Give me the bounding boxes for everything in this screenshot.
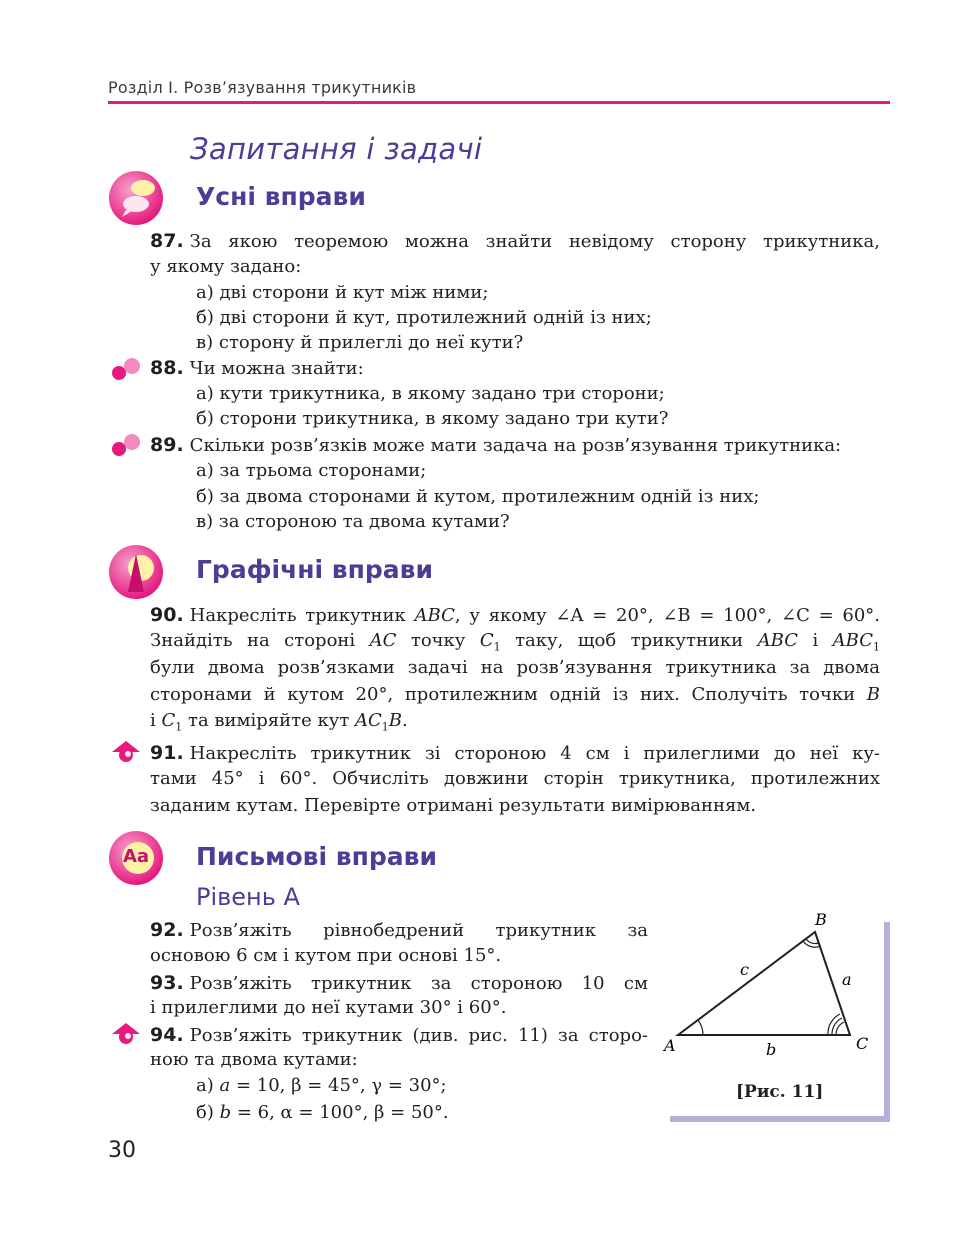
problem-number: 87. bbox=[150, 230, 184, 252]
problem-text: Накресліть трикутник зі стороною 4 см і прилеглими до неї ку- bbox=[189, 743, 880, 764]
problem-90 bbox=[150, 602, 880, 629]
option-b bbox=[196, 1100, 449, 1126]
text: сторонами й кутом 20°, протилежним одній із них. Сполучіть точки bbox=[150, 684, 867, 705]
figure-frame bbox=[670, 1116, 890, 1122]
subscript: 1 bbox=[381, 720, 389, 734]
oral-exercises-heading: Усні вправи bbox=[196, 182, 366, 211]
problem-text: Розв’яжіть трикутник за стороною 10 см bbox=[189, 973, 648, 994]
problem-text: у якому задано: bbox=[150, 256, 302, 277]
section-title: Запитання і задачі bbox=[190, 132, 483, 166]
subscript: 1 bbox=[175, 720, 183, 734]
side-label-a: a bbox=[842, 970, 852, 989]
text: таку, щоб трикутники bbox=[500, 630, 758, 651]
text: Накресліть трикутник bbox=[189, 605, 415, 626]
problem-90-line3: були двома розв’язками задачі на розв’язування трикутника за двома bbox=[150, 657, 880, 678]
text: = 6, α = 100°, β = 50°. bbox=[231, 1102, 449, 1123]
page-number: 30 bbox=[108, 1138, 136, 1163]
math: a bbox=[219, 1075, 231, 1096]
difficulty-dots-icon bbox=[110, 432, 142, 460]
speech-bubbles-icon bbox=[108, 170, 164, 226]
option-a: а) дві сторони й кут між ними; bbox=[196, 282, 489, 303]
problem-number: 89. bbox=[150, 434, 184, 456]
problem-90-line4 bbox=[150, 682, 880, 708]
figure-frame bbox=[884, 922, 890, 1122]
header-rule bbox=[108, 101, 890, 104]
math: ABC bbox=[757, 630, 798, 651]
problem-93-line2: і прилеглими до неї кутами 30° і 60°. bbox=[150, 997, 507, 1018]
subscript: 1 bbox=[873, 640, 880, 654]
problem-88 bbox=[150, 355, 364, 382]
vertex-label-a: A bbox=[664, 1036, 676, 1055]
angle-arc-a bbox=[698, 1020, 703, 1035]
problem-90-line5 bbox=[150, 708, 408, 741]
arrow-up-icon bbox=[110, 738, 142, 764]
text: точку bbox=[396, 630, 480, 651]
text: = 10, β = 45°, γ = 30°; bbox=[230, 1075, 447, 1096]
problem-87 bbox=[150, 228, 880, 255]
side-label-b: b bbox=[766, 1040, 777, 1059]
problem-89 bbox=[150, 432, 841, 459]
math: b bbox=[219, 1102, 232, 1123]
problem-text: За якою теоремою можна знайти невідому сторону трикутника, bbox=[189, 231, 880, 252]
problem-94-line2: ною та двома кутами: bbox=[150, 1049, 358, 1070]
text: та виміряйте кут bbox=[182, 710, 356, 731]
math: ABC bbox=[832, 630, 873, 651]
problem-number: 92. bbox=[150, 919, 184, 941]
math: AC bbox=[355, 710, 382, 731]
triangle-abc bbox=[678, 932, 850, 1035]
side-label-c: c bbox=[740, 960, 749, 979]
subscript: 1 bbox=[493, 640, 501, 654]
problem-text: Розв’яжіть рівнобедрений трикутник за bbox=[189, 920, 648, 941]
option-b: б) за двома сторонами й кутом, протилежним одній із них; bbox=[196, 486, 760, 507]
problem-91-line3: заданим кутам. Перевірте отримані результати вимірюванням. bbox=[150, 795, 757, 816]
figure-caption: [Рис. 11] bbox=[736, 1082, 824, 1102]
running-header: Розділ І. Розв’язування трикутників bbox=[108, 78, 417, 97]
option-a bbox=[196, 1073, 447, 1099]
problem-94 bbox=[150, 1022, 648, 1049]
problem-number: 94. bbox=[150, 1024, 184, 1046]
difficulty-dots-icon bbox=[110, 356, 142, 384]
option-a: а) за трьома сторонами; bbox=[196, 460, 427, 481]
problem-92 bbox=[150, 917, 648, 944]
text: і bbox=[150, 710, 162, 731]
text: і bbox=[797, 630, 833, 651]
text: б) bbox=[196, 1102, 220, 1123]
text: а) bbox=[196, 1075, 220, 1096]
math: B bbox=[866, 684, 880, 705]
vertex-label-c: C bbox=[856, 1034, 869, 1053]
vertex-label-b: B bbox=[815, 910, 827, 929]
problem-91-line2: тами 45° і 60°. Обчисліть довжини сторін трикутника, протилежних bbox=[150, 768, 880, 789]
problem-number: 91. bbox=[150, 742, 184, 764]
text: . bbox=[402, 710, 408, 731]
problem-91 bbox=[150, 740, 880, 767]
angle-arc-c bbox=[836, 1022, 844, 1035]
problem-92-line2: основою 6 см і кутом при основі 15°. bbox=[150, 945, 502, 966]
math: C bbox=[161, 710, 176, 731]
option-a: а) кути трикутника, в якому задано три сторони; bbox=[196, 383, 665, 404]
option-b: б) сторони трикутника, в якому задано три кути? bbox=[196, 408, 669, 429]
angle-arc-c bbox=[832, 1018, 842, 1035]
math: B bbox=[388, 710, 403, 731]
problem-93 bbox=[150, 970, 648, 997]
text: , у якому ∠A = 20°, ∠B = 100°, ∠C = 60°. bbox=[454, 605, 880, 626]
math: C bbox=[479, 630, 494, 651]
graphic-exercises-heading: Графічні вправи bbox=[196, 555, 433, 584]
math: ABC bbox=[414, 605, 455, 626]
badge-aa: Aa bbox=[123, 846, 150, 867]
text: Знайдіть на стороні bbox=[150, 630, 370, 651]
option-c: в) сторону й прилеглі до неї кути? bbox=[196, 332, 524, 353]
written-exercises-heading: Письмові вправи bbox=[196, 842, 437, 871]
problem-number: 88. bbox=[150, 357, 184, 379]
problem-text: Скільки розв’язків може мати задача на розв’язування трикутника: bbox=[189, 435, 842, 456]
problem-number: 93. bbox=[150, 972, 184, 994]
drawing-triangle-icon bbox=[108, 544, 164, 600]
level-heading: Рівень А bbox=[196, 883, 300, 911]
option-c: в) за стороною та двома кутами? bbox=[196, 511, 510, 532]
arrow-up-icon bbox=[110, 1020, 142, 1046]
problem-text: Чи можна знайти: bbox=[189, 358, 364, 379]
triangle-figure bbox=[660, 905, 880, 1065]
problem-number: 90. bbox=[150, 604, 184, 626]
option-b: б) дві сторони й кут, протилежний одній із них; bbox=[196, 307, 652, 328]
problem-text: Розв’яжіть трикутник (див. рис. 11) за сторо- bbox=[189, 1025, 648, 1046]
math: AC bbox=[369, 630, 397, 651]
angle-arc-c bbox=[828, 1014, 840, 1035]
